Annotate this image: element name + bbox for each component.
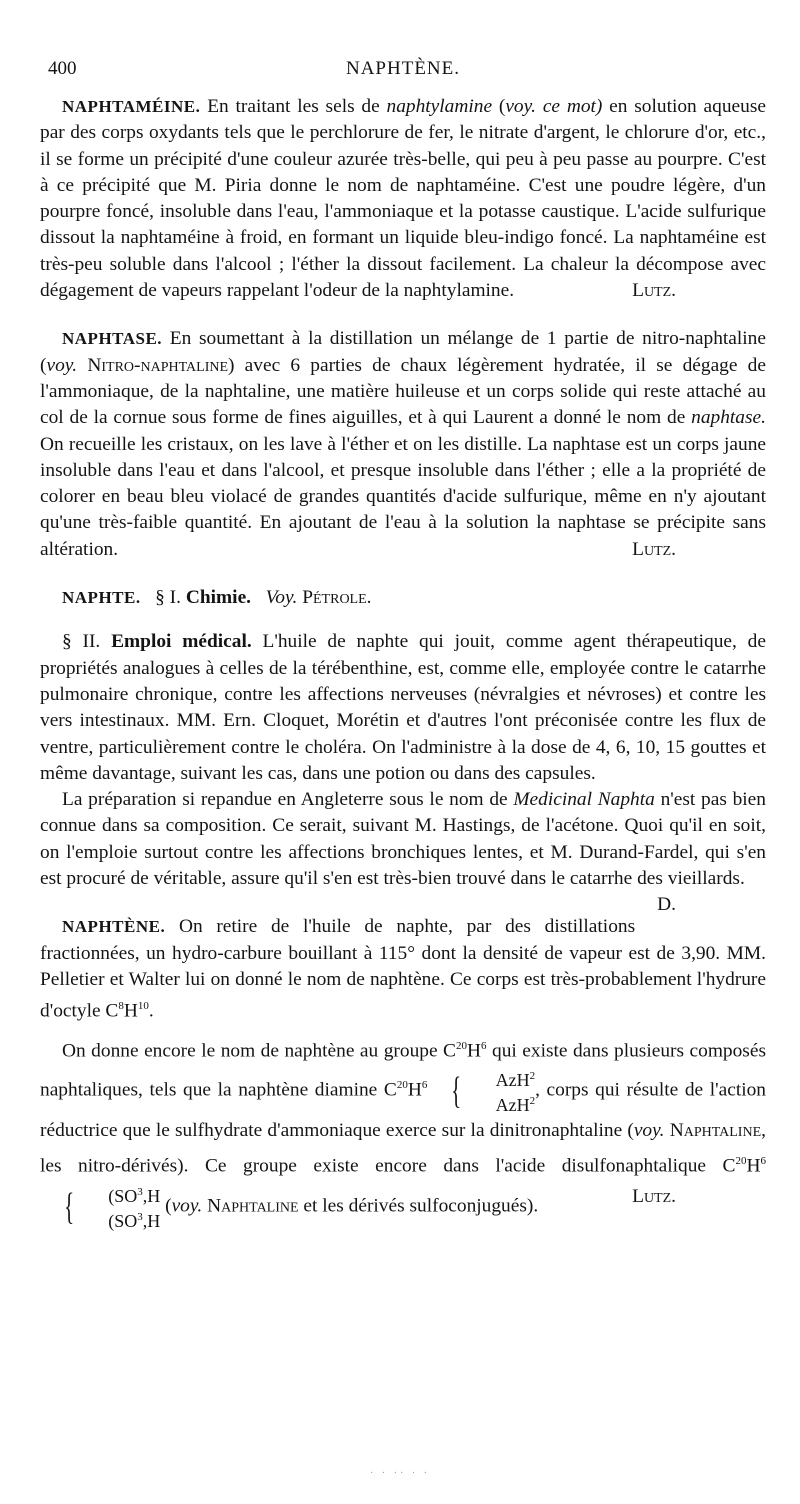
article-naphte-para-2: La préparation si repandue en Angleterre sous le nom de Medicinal Naphta n'est pas bien connue dans sa composition. Ce serait, suivant M. Hastings, de l'acétone. Quoi qu'il en soit, on l'emploie surtout contre les affections bronchiques lentes, et M. Durand-Fardel, qui s'en est procuré de véritable, assure qu'il s'en est très-bien trouvé dans le catarrhe des vieillards. D. — [40, 787, 766, 892]
disulfo-formula: { ($SO^3,H$ ($SO^3,H$ — [64, 1185, 161, 1231]
article-naphte-section-1: NAPHTE. § I. Chimie. Voy. Pétrole. — [62, 587, 372, 609]
article-naphte-para-1: § II. Emploi médical. L'huile de naphte qui jouit, comme agent thérapeutique, de propriétés analogues à celles de la térébenthine, est, comme elle, employée contre le catarrhe pulmonaire chronique, contre les affections nerveuses (névralgies et névroses) et contre les vers intestinaux. MM. Ern. Cloquet, Morétin et d'autres l'ont préconisée contre les flux de ventre, particulièrement contre le choléra. On l'administre à la dose de 4, 6, 10, 15 gouttes et même davantage, suivant les cas, dans une potion ou dans des capsules. — [40, 631, 766, 784]
headword: NAPHTÈNE. — [62, 917, 166, 937]
article-naphtene-para-1: NAPHTÈNE. On retire de l'huile de naphte, par des distillations fractionnées, un hydro-carbure bouillant à 115° dont la densité de vapeur est de 3,90. MM. Pelletier et Walter lui on donné le nom de naphtène. Ce corps est très-probablement l'hydrure d'octyle $C^8H^{10}$. — [40, 916, 766, 1022]
article-naphtase: NAPHTASE. En soumettant à la distillation un mélange de 1 partie de nitro-naphtaline (voy. Nitro-naphtaline) avec 6 parties de chaux légèrement hydratée, il se dégage de l'ammoniaque, de la naphtaline, une matière huileuse et un corps solide qui reste attaché au col de la cornue sous forme de fines aiguilles, et à qui Laurent a donné le nom de naphtase. On recueille les cristaux, on les lave à l'éther et on les distille. La naphtase est un corps jaune insoluble dans l'eau et dans l'alcool, et presque insoluble dans l'éther ; elle a la propriété de colorer en beau bleu violacé de grandes quantités d'acide sulfurique, même en n'y ajoutant qu'une très-faible quantité. En ajoutant de l'eau à la solution la naphtase se précipite sans altération. Lutz. — [40, 326, 766, 563]
article-naphtene-para-2: On donne encore le nom de naphtène au groupe $C^{20}H^6$ qui existe dans plusieurs composés naphtaliques, tels que la naphtène diamine $C^{20}H^6$ { AzH$^2$ AzH$^2$ , corps qui résulte de l'action réductrice que le sulfhydrate d'ammoniaque exerce sur la dinitronaphtaline (voy. Naphtaline, les nitro-dérivés). Ce groupe existe encore dans l'acide disulfonaphtalique $C^{20}H^6$ { ($SO^3,H$ ($SO^3,H$ (voy. Naphtaline et les dérivés sulfoconjugués). Lutz. — [40, 1039, 766, 1231]
headword: NAPHTE. — [62, 588, 141, 608]
article-naphtameine: NAPHTAMÉINE. En traitant les sels de naphtylamine (voy. ce mot) en solution aqueuse par des corps oxydants tels que le perchlorure de fer, le nitrate d'argent, le chlorure d'or, etc., il se forme un précipité d'une couleur azurée très-belle, qui peu à peu passe au pourpre. C'est à ce précipité que M. Piria donne le nom de naphtaméine. C'est une poudre légère, d'un pourpre foncé, insoluble dans l'eau, l'ammoniaque et la potasse caustique. L'acide sulfurique dissout la naphtaméine à froid, en formant un liquide bleu-indigo foncé. La naphtaméine est très-peu soluble dans l'alcool ; l'éther la dissout facilement. La chaleur la décompose avec dégagement de vapeurs rappelant l'odeur de la naphtylamine. Lutz. — [40, 94, 766, 304]
diamine-formula: { AzH$^2$ AzH$^2$ — [451, 1070, 536, 1116]
running-head: NAPHTÈNE. — [345, 58, 461, 79]
page-header — [40, 58, 766, 94]
headword: NAPHTASE. — [62, 329, 163, 349]
page-number: 400 — [48, 58, 77, 79]
dictionary-page — [40, 58, 766, 1232]
signature: D. — [657, 894, 676, 916]
headword: NAPHTAMÉINE. — [62, 97, 201, 116]
signature: Lutz. — [632, 538, 676, 560]
signature: Lutz. — [632, 280, 676, 302]
scan-artifact: · · ·· · · — [370, 1468, 430, 1479]
signature: Lutz. — [632, 1185, 676, 1207]
